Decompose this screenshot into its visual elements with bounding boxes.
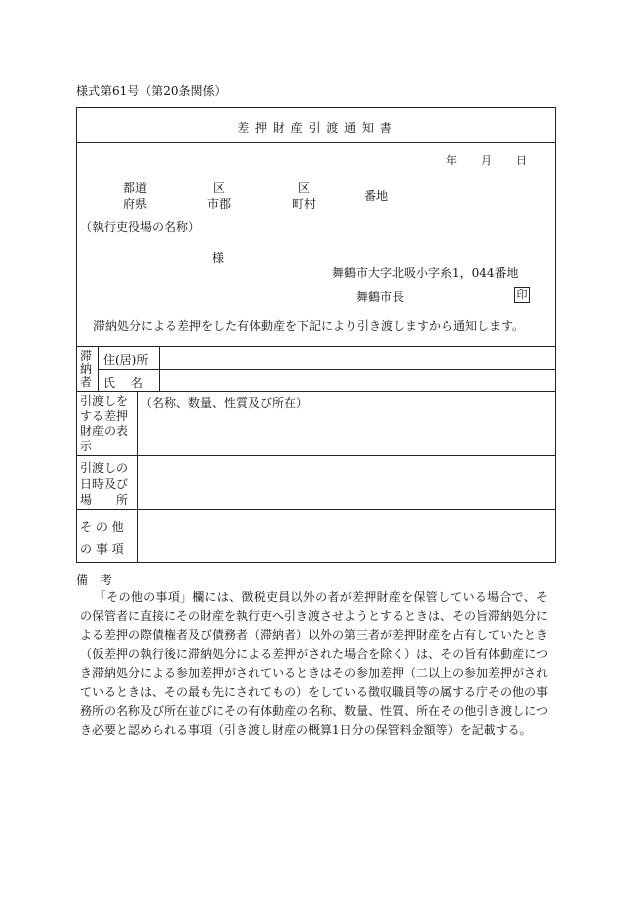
delinquent-label: 滞納者	[79, 349, 92, 389]
ward-label-top-2: 区	[298, 181, 311, 195]
label-col-line-lower	[137, 391, 138, 563]
honorific-sama: 様	[212, 251, 225, 265]
other-label-line1: そ の 他	[80, 520, 124, 534]
label-col-line-upper	[159, 346, 160, 391]
delinquent-col-line	[98, 346, 99, 391]
city-label-bottom: 市郡	[207, 197, 232, 211]
remarks-text: 「その他の事項」欄には、徴税吏員以外の者が差押財産を保管している場合で、その保管者に直接にその財産を執行吏へ引き渡させようとするときは、その旨滞納処分による差押の際債権者及び債務者（滞納者）以外の第三者が差押財産を占有していたとき（仮差押の執行後に滞納処分による差押がされた場合を除く）は、その旨有体動産につき滞納処分による参加差押がされているときはその参加差押（二以上の参加差押がされているときは、その最も先にされてもの）をしている徴収職員等の属する庁その他の事務所の名称及び所在並びにその有体動産の名称、数量、性質、所在その他引き渡しにつき必要と認められる事項（引き渡し財産の概算1日分の保管料金額等）を記載する。	[80, 590, 549, 737]
date-year-label: 年	[446, 154, 457, 167]
seal-mark: 印	[514, 287, 530, 303]
name-label: 氏 名	[103, 376, 143, 390]
notice-sentence: 滞納処分による差押をした有体動産を下記により引き渡しますから通知します。	[93, 319, 525, 333]
date-month-label: 月	[481, 154, 492, 167]
other-label-line2: の 事 項	[80, 542, 124, 556]
remarks-heading: 備 考	[76, 573, 113, 587]
town-label-bottom: 町村	[292, 197, 317, 211]
title-divider	[76, 142, 556, 143]
form-number: 様式第61号（第20条関係）	[76, 84, 227, 98]
lot-number-label: 番地	[364, 189, 389, 203]
property-divider	[76, 455, 556, 456]
delinquent-divider	[76, 391, 556, 392]
bailiff-office-name-note: （執行吏役場の名称）	[80, 220, 201, 234]
document-title: 差 押 財 産 引 渡 通 知 書	[237, 121, 393, 135]
table-top-divider	[76, 346, 556, 347]
residence-label: 住(居)所	[103, 353, 149, 367]
property-label: 引渡しをする差押財産の表示	[80, 394, 129, 453]
datetime-label-line2: 日時及び	[80, 477, 129, 491]
residence-divider	[98, 369, 556, 370]
datetime-label-line1: 引渡しの	[80, 461, 129, 475]
datetime-divider	[76, 509, 556, 510]
prefecture-label-top: 都道	[123, 181, 148, 195]
property-note: （名称、数量、性質及び所在）	[140, 396, 309, 410]
sender-title: 舞鶴市長	[356, 290, 405, 304]
datetime-label-line3: 場 所	[80, 493, 129, 507]
form-frame	[76, 107, 556, 563]
prefecture-label-bottom: 府県	[123, 197, 148, 211]
ward-label-top: 区	[213, 181, 226, 195]
date-day-label: 日	[516, 154, 527, 167]
sender-address: 舞鶴市大字北吸小字糸1，044番地	[332, 266, 519, 280]
